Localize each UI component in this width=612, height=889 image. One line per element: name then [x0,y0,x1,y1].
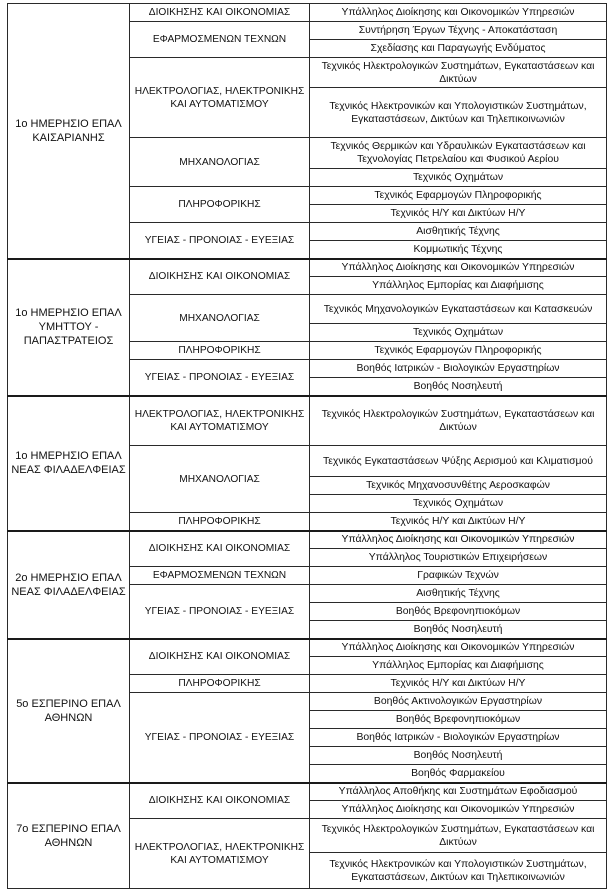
sector-name-cell: ΔΙΟΙΚΗΣΗΣ ΚΑΙ ΟΙΚΟΝΟΜΙΑΣ [130,639,310,675]
specialty-cell: Αισθητικής Τέχνης [310,223,607,241]
sector-name-cell: ΠΛΗΡΟΦΟΡΙΚΗΣ [130,187,310,223]
specialty-cell: Υπάλληλος Διοίκησης και Οικονομικών Υπηρεσιών [310,531,607,549]
specialty-cell: Τεχνικός Εφαρμογών Πληροφορικής [310,187,607,205]
sector-name-cell: ΥΓΕΙΑΣ - ΠΡΟΝΟΙΑΣ - ΕΥΕΞΙΑΣ [130,585,310,639]
specialty-cell: Τεχνικός Η/Υ και Δικτύων Η/Υ [310,205,607,223]
specialty-cell: Τεχνικός Η/Υ και Δικτύων Η/Υ [310,513,607,531]
specialty-cell: Βοηθός Ιατρικών - Βιολογικών Εργαστηρίων [310,729,607,747]
school-name-cell: 1ο ΗΜΕΡΗΣΙΟ ΕΠΑΛ ΝΕΑΣ ΦΙΛΑΔΕΛΦΕΙΑΣ [8,396,130,531]
sector-name-cell: ΔΙΟΙΚΗΣΗΣ ΚΑΙ ΟΙΚΟΝΟΜΙΑΣ [130,531,310,567]
specialty-cell: Υπάλληλος Διοίκησης και Οικονομικών Υπηρεσιών [310,259,607,277]
sector-name-cell: ΕΦΑΡΜΟΣΜΕΝΩΝ ΤΕΧΝΩΝ [130,567,310,585]
specialty-cell: Τεχνικός Οχημάτων [310,169,607,187]
specialty-cell: Τεχνικός Ηλεκτρολογικών Συστημάτων, Εγκαταστάσεων και Δικτύων [310,819,607,853]
specialty-cell: Αισθητικής Τέχνης [310,585,607,603]
sector-name-cell: ΠΛΗΡΟΦΟΡΙΚΗΣ [130,513,310,531]
sector-name-cell: ΥΓΕΙΑΣ - ΠΡΟΝΟΙΑΣ - ΕΥΕΞΙΑΣ [130,360,310,396]
schools-table [7,3,607,889]
table-row [8,531,607,549]
specialty-cell: Βοηθός Βρεφονηπιοκόμων [310,603,607,621]
sector-name-cell: ΜΗΧΑΝΟΛΟΓΙΑΣ [130,295,310,342]
specialty-cell: Υπάλληλος Τουριστικών Επιχειρήσεων [310,549,607,567]
specialty-cell: Βοηθός Νοσηλευτή [310,747,607,765]
specialty-cell: Τεχνικός Ηλεκτρονικών και Υπολογιστικών Συστημάτων, Εγκαταστάσεων, Δικτύων και Τηλεπικοινωνιών [310,88,607,138]
sector-name-cell: ΥΓΕΙΑΣ - ΠΡΟΝΟΙΑΣ - ΕΥΕΞΙΑΣ [130,223,310,259]
sector-name-cell: ΗΛΕΚΤΡΟΛΟΓΙΑΣ, ΗΛΕΚΤΡΟΝΙΚΗΣ ΚΑΙ ΑΥΤΟΜΑΤΙΣΜΟΥ [130,819,310,889]
sector-name-cell: ΗΛΕΚΤΡΟΛΟΓΙΑΣ, ΗΛΕΚΤΡΟΝΙΚΗΣ ΚΑΙ ΑΥΤΟΜΑΤΙΣΜΟΥ [130,58,310,138]
specialty-cell: Κομμωτικής Τέχνης [310,241,607,259]
specialty-cell: Υπάλληλος Διοίκησης και Οικονομικών Υπηρεσιών [310,801,607,819]
specialty-cell: Συντήρηση Έργων Τέχνης - Αποκατάσταση [310,22,607,40]
specialty-cell: Υπάλληλος Διοίκησης και Οικονομικών Υπηρεσιών [310,639,607,657]
specialty-cell: Υπάλληλος Αποθήκης και Συστημάτων Εφοδιασμού [310,783,607,801]
specialty-cell: Τεχνικός Εγκαταστάσεων Ψύξης Αερισμού και Κλιματισμού [310,446,607,477]
school-name-cell: 5ο ΕΣΠΕΡΙΝΟ ΕΠΑΛ ΑΘΗΝΩΝ [8,639,130,783]
sector-name-cell: ΔΙΟΙΚΗΣΗΣ ΚΑΙ ΟΙΚΟΝΟΜΙΑΣ [130,4,310,22]
sector-name-cell: ΗΛΕΚΤΡΟΛΟΓΙΑΣ, ΗΛΕΚΤΡΟΝΙΚΗΣ ΚΑΙ ΑΥΤΟΜΑΤΙΣΜΟΥ [130,396,310,446]
specialty-cell: Τεχνικός Οχημάτων [310,324,607,342]
sector-name-cell: ΔΙΟΙΚΗΣΗΣ ΚΑΙ ΟΙΚΟΝΟΜΙΑΣ [130,259,310,295]
sector-name-cell: ΕΦΑΡΜΟΣΜΕΝΩΝ ΤΕΧΝΩΝ [130,22,310,58]
table-row [8,4,607,22]
table-row [8,783,607,801]
school-name-cell: 1ο ΗΜΕΡΗΣΙΟ ΕΠΑΛ ΥΜΗΤΤΟΥ - ΠΑΠΑΣΤΡΑΤΕΙΟΣ [8,259,130,396]
table-row [8,259,607,277]
specialty-cell: Βοηθός Νοσηλευτή [310,378,607,396]
specialty-cell: Γραφικών Τεχνών [310,567,607,585]
school-name-cell: 1ο ΗΜΕΡΗΣΙΟ ΕΠΑΛ ΚΑΙΣΑΡΙΑΝΗΣ [8,4,130,259]
sector-name-cell: ΥΓΕΙΑΣ - ΠΡΟΝΟΙΑΣ - ΕΥΕΞΙΑΣ [130,693,310,783]
specialty-cell: Υπάλληλος Εμπορίας και Διαφήμισης [310,657,607,675]
specialty-cell: Σχεδίασης και Παραγωγής Ενδύματος [310,40,607,58]
specialty-cell: Βοηθός Νοσηλευτή [310,621,607,639]
sector-name-cell: ΔΙΟΙΚΗΣΗΣ ΚΑΙ ΟΙΚΟΝΟΜΙΑΣ [130,783,310,819]
sector-name-cell: ΜΗΧΑΝΟΛΟΓΙΑΣ [130,138,310,187]
sector-name-cell: ΜΗΧΑΝΟΛΟΓΙΑΣ [130,446,310,513]
specialty-cell: Υπάλληλος Εμπορίας και Διαφήμισης [310,277,607,295]
specialty-cell: Υπάλληλος Διοίκησης και Οικονομικών Υπηρεσιών [310,4,607,22]
specialty-cell: Τεχνικός Οχημάτων [310,495,607,513]
specialty-cell: Τεχνικός Μηχανολογικών Εγκαταστάσεων και Κατασκευών [310,295,607,324]
specialty-cell: Τεχνικός Εφαρμογών Πληροφορικής [310,342,607,360]
specialty-cell: Τεχνικός Θερμικών και Υδραυλικών Εγκαταστάσεων και Τεχνολογίας Πετρελαίου και Φυσικού Αερίου [310,138,607,169]
school-name-cell: 2ο ΗΜΕΡΗΣΙΟ ΕΠΑΛ ΝΕΑΣ ΦΙΛΑΔΕΛΦΕΙΑΣ [8,531,130,639]
specialty-cell: Τεχνικός Ηλεκτρολογικών Συστημάτων, Εγκαταστάσεων και Δικτύων [310,58,607,88]
school-name-cell: 7ο ΕΣΠΕΡΙΝΟ ΕΠΑΛ ΑΘΗΝΩΝ [8,783,130,889]
specialty-cell: Τεχνικός Μηχανοσυνθέτης Αεροσκαφών [310,477,607,495]
sector-name-cell: ΠΛΗΡΟΦΟΡΙΚΗΣ [130,342,310,360]
specialty-cell: Βοηθός Ακτινολογικών Εργαστηρίων [310,693,607,711]
table-row [8,639,607,657]
specialty-cell: Βοηθός Βρεφονηπιοκόμων [310,711,607,729]
table-row [8,396,607,446]
specialty-cell: Τεχνικός Ηλεκτρολογικών Συστημάτων, Εγκαταστάσεων και Δικτύων [310,396,607,446]
specialty-cell: Βοηθός Ιατρικών - Βιολογικών Εργαστηρίων [310,360,607,378]
specialty-cell: Βοηθός Φαρμακείου [310,765,607,783]
specialty-cell: Τεχνικός Ηλεκτρονικών και Υπολογιστικών Συστημάτων, Εγκαταστάσεων, Δικτύων και Τηλεπικοινωνιών [310,853,607,889]
schools-table-body [8,4,607,889]
specialty-cell: Τεχνικός Η/Υ και Δικτύων Η/Υ [310,675,607,693]
sector-name-cell: ΠΛΗΡΟΦΟΡΙΚΗΣ [130,675,310,693]
